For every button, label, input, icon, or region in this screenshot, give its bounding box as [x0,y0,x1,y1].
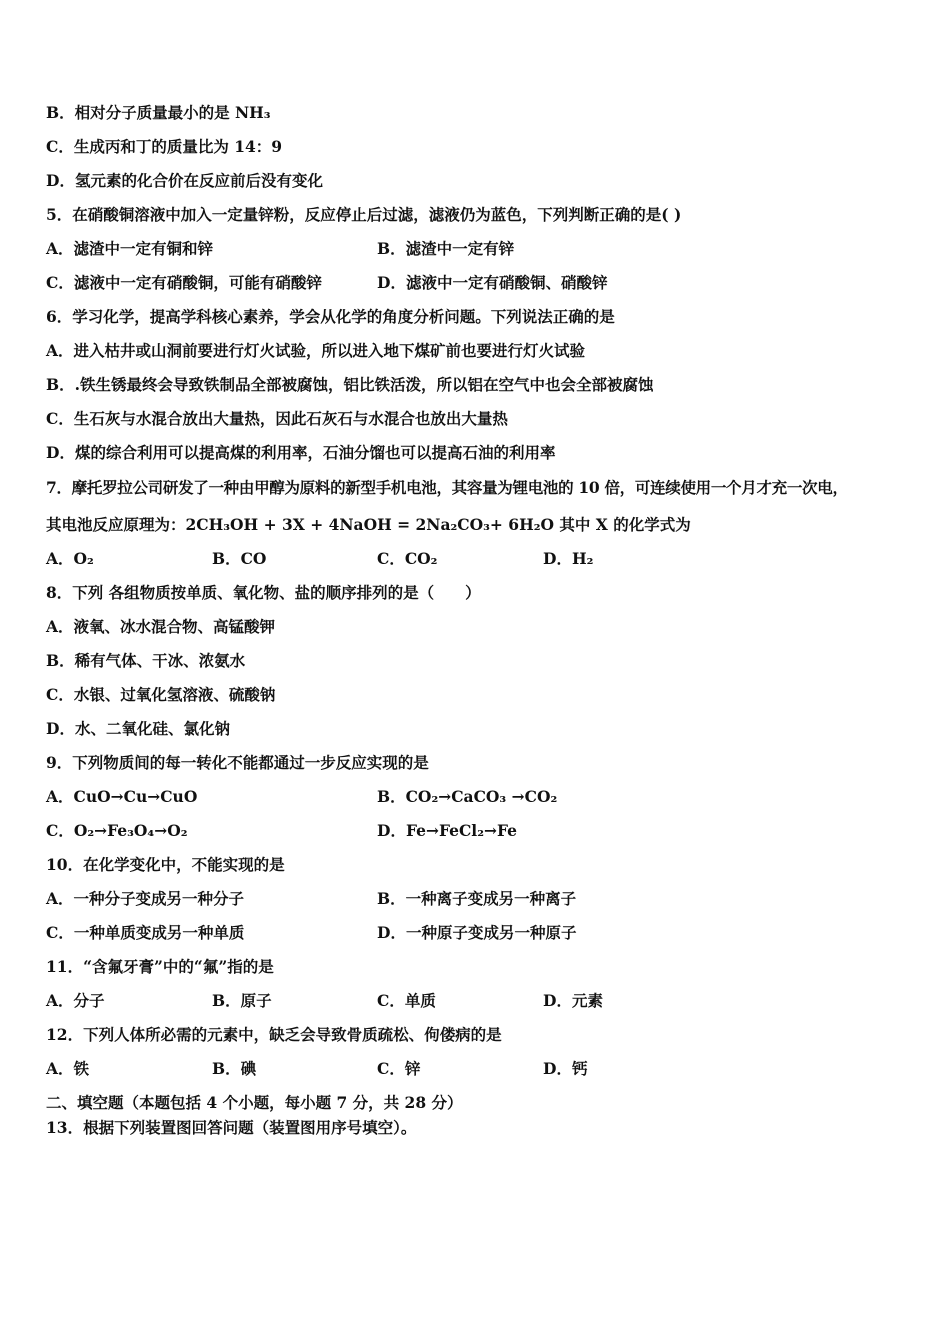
q4-option-c: C．生成丙和丁的质量比为 14：9 [46,137,283,156]
q12-option-d: D．钙 [543,1059,588,1078]
q10-option-c: C．一种单质变成另一种单质 [46,923,245,942]
q9-option-b: B．CO₂→CaCO₃ →CO₂ [377,787,558,806]
q12-option-b: B．碘 [212,1059,257,1078]
q7-option-a: A．O₂ [46,549,94,568]
q8-option-a: A．液氧、冰水混合物、高锰酸钾 [46,617,276,636]
q10-option-a: A．一种分子变成另一种分子 [46,889,245,908]
q10-option-b: B．一种离子变成另一种离子 [377,889,577,908]
q5-stem: 5．在硝酸铜溶液中加入一定量锌粉，反应停止后过滤，滤液仍为蓝色，下列判断正确的是( ) [46,205,682,224]
q5-option-a: A．滤渣中一定有铜和锌 [46,239,214,258]
q8-option-c: C．水银、过氧化氢溶液、硫酸钠 [46,685,276,704]
q10-stem: 10．在化学变化中，不能实现的是 [46,855,285,874]
q6-stem: 6．学习化学，提高学科核心素养，学会从化学的角度分析问题。下列说法正确的是 [46,307,615,326]
q8-option-b: B．稀有气体、干冰、浓氨水 [46,651,246,670]
q5-option-b: B．滤渣中一定有锌 [377,239,515,258]
q9-option-c: C．O₂→Fe₃O₄→O₂ [46,821,188,840]
q9-stem: 9．下列物质间的每一转化不能都通过一步反应实现的是 [46,753,429,772]
q9-option-a: A．CuO→Cu→CuO [46,787,198,806]
q7-option-b: B．CO [212,549,267,568]
q13-stem: 13．根据下列装置图回答问题（装置图用序号填空）。 [46,1118,417,1137]
q11-option-b: B．原子 [212,991,272,1010]
q5-option-d: D．滤液中一定有硝酸铜、硝酸锌 [377,273,608,292]
q7-option-d: D．H₂ [543,549,594,568]
q12-option-c: C．锌 [377,1059,421,1078]
q7-stem-line1: 7．摩托罗拉公司研发了一种由甲醇为原料的新型手机电池，其容量为锂电池的 10 倍，可连续使用一个月才充一次电， [46,478,848,497]
q5-option-c: C．滤液中一定有硝酸铜，可能有硝酸锌 [46,273,322,292]
q6-option-d: D．煤的综合利用可以提高煤的利用率，石油分馏也可以提高石油的利用率 [46,443,556,462]
q11-stem: 11．“含氟牙膏”中的“氟”指的是 [46,957,274,976]
q8-stem: 8．下列 各组物质按单质、氧化物、盐的顺序排列的是（ ） [46,583,481,602]
q4-option-d: D．氢元素的化合价在反应前后没有变化 [46,171,323,190]
q6-option-a: A．进入枯井或山洞前要进行灯火试验，所以进入地下煤矿前也要进行灯火试验 [46,341,586,360]
q6-option-c: C．生石灰与水混合放出大量热，因此石灰石与水混合也放出大量热 [46,409,508,428]
q10-option-d: D．一种原子变成另一种原子 [377,923,577,942]
q12-option-a: A．铁 [46,1059,90,1078]
q11-option-c: C．单质 [377,991,436,1010]
q11-option-d: D．元素 [543,991,603,1010]
q7-stem-line2: 其电池反应原理为：2CH₃OH + 3X + 4NaOH = 2Na₂CO₃+ 6H₂O 其中 X 的化学式为 [46,515,691,534]
q9-option-d: D．Fe→FeCl₂→Fe [377,821,517,840]
q8-option-d: D．水、二氧化硅、氯化钠 [46,719,230,738]
q11-option-a: A．分子 [46,991,105,1010]
section2-title: 二、填空题（本题包括 4 个小题，每小题 7 分，共 28 分） [46,1093,463,1112]
q4-option-b: B．相对分子质量最小的是 NH₃ [46,103,271,122]
q6-option-b: B．.铁生锈最终会导致铁制品全部被腐蚀，铝比铁活泼，所以铝在空气中也会全部被腐蚀 [46,375,654,394]
q7-option-c: C．CO₂ [377,549,438,568]
q12-stem: 12．下列人体所必需的元素中，缺乏会导致骨质疏松、佝偻病的是 [46,1025,502,1044]
